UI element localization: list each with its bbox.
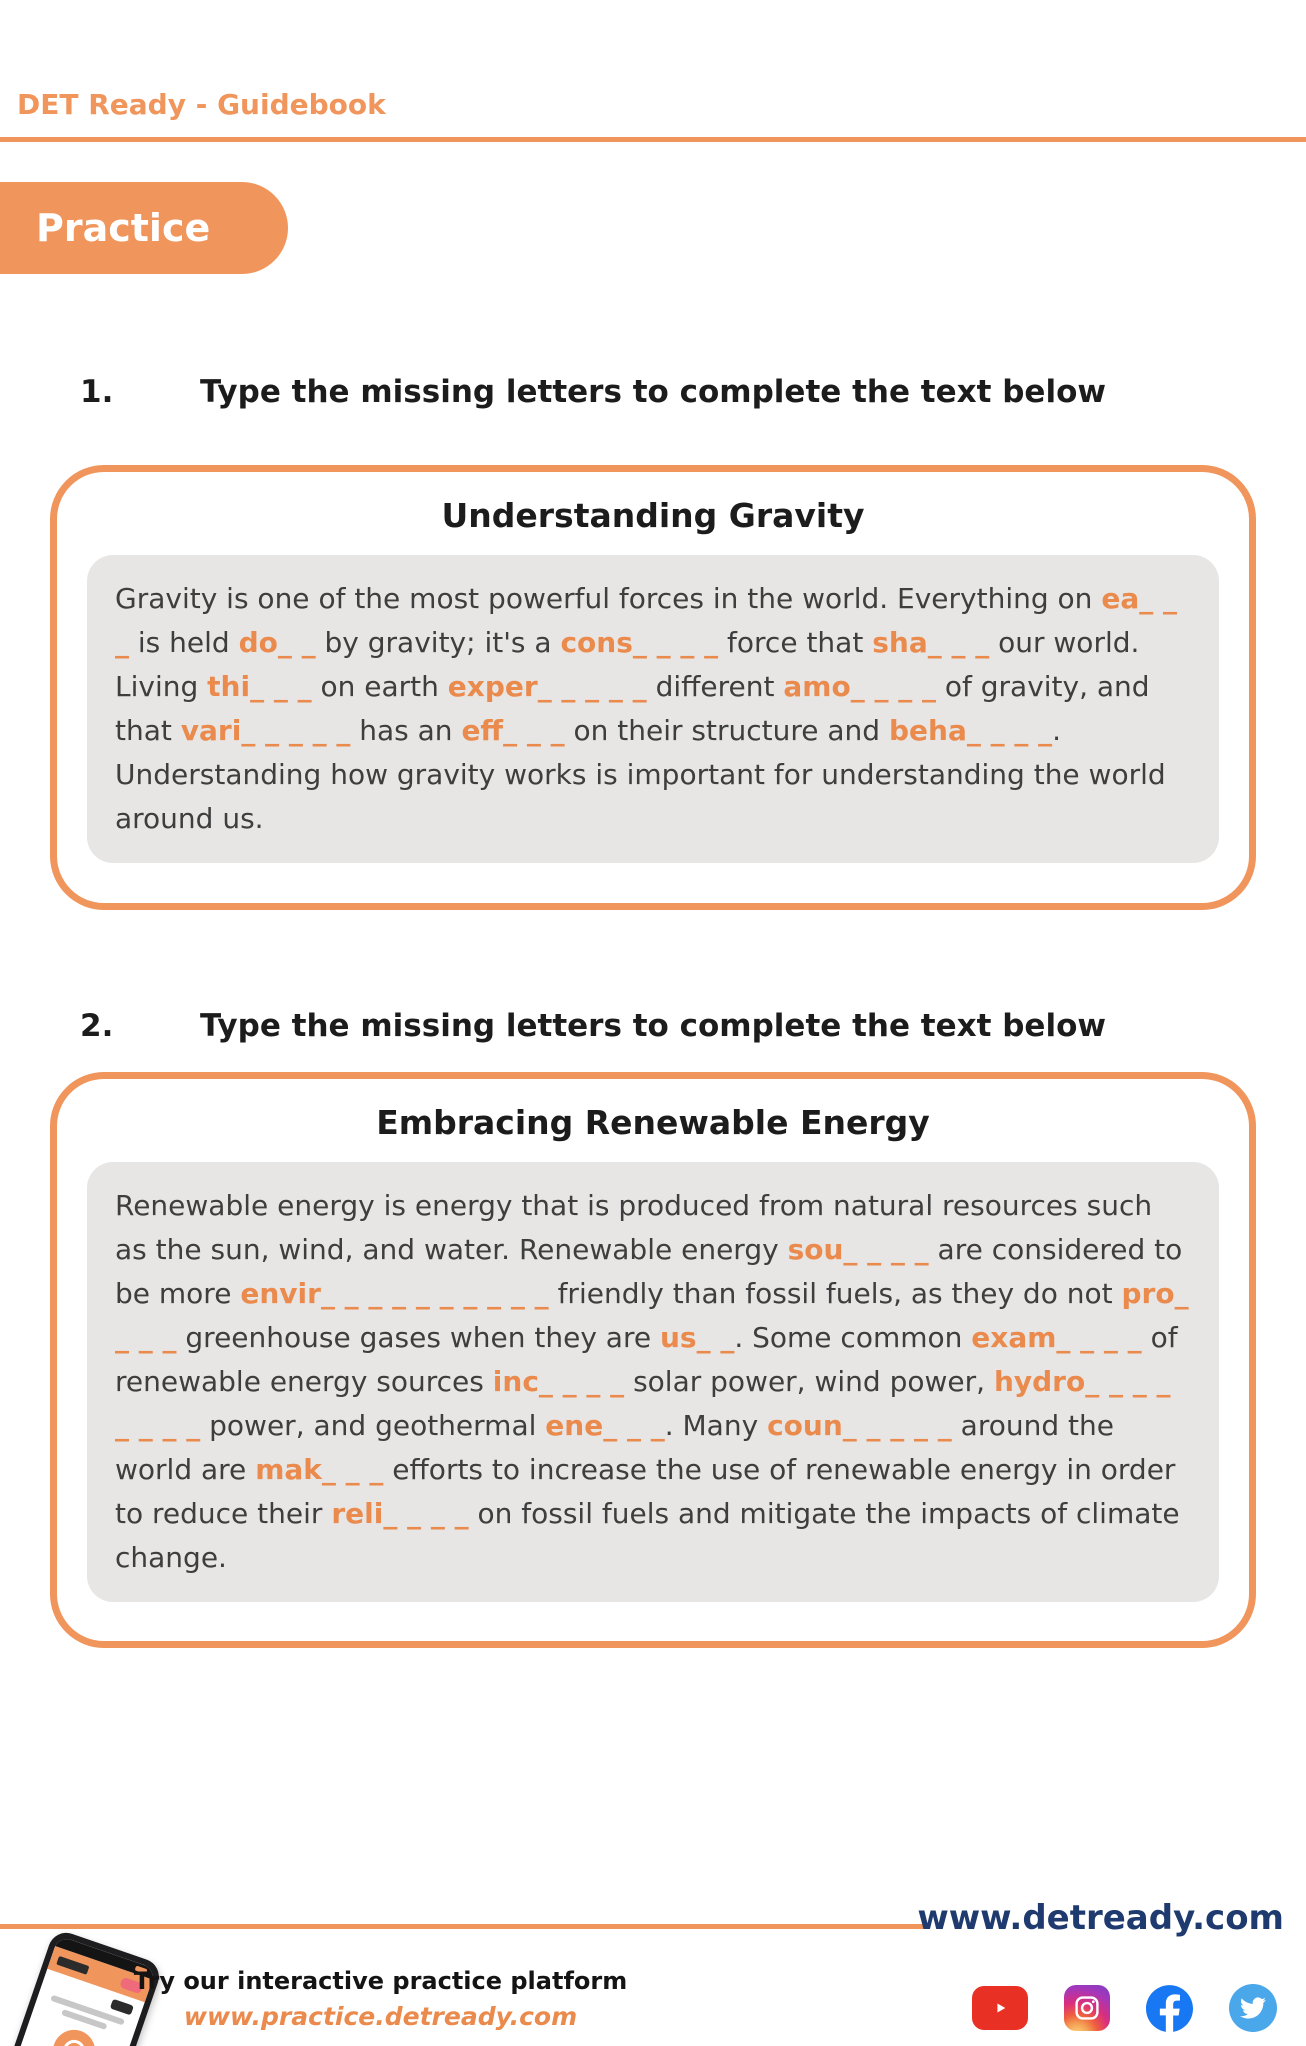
passage-text: . Some common <box>734 1321 972 1354</box>
passage-text: greenhouse gases when they are <box>176 1321 660 1354</box>
passage-blank-underscores: _ _ _ <box>603 1409 665 1442</box>
youtube-icon[interactable] <box>972 1986 1028 2030</box>
footer-cta-text: Try our interactive practice platform <box>133 1967 628 1995</box>
passage-blank-prefix: ea <box>1101 582 1140 615</box>
passage-blank-underscores: _ _ _ _ <box>383 1497 469 1530</box>
passage-text: different <box>646 670 784 703</box>
practice-badge-label: Practice <box>36 206 211 250</box>
social-icons-row <box>972 1984 1277 2032</box>
phone-record-button <box>47 2024 100 2046</box>
passage-text: around the world are <box>115 1409 1114 1486</box>
exercise-2-instruction: Type the missing letters to complete the text below <box>199 1008 1107 1044</box>
passage-blank-prefix: sou <box>787 1233 844 1266</box>
twitter-icon[interactable] <box>1229 1984 1277 2032</box>
footer-divider <box>0 1924 928 1929</box>
passage-text: on earth <box>311 670 448 703</box>
passage-text: . Many <box>664 1409 768 1442</box>
passage-text: of gravity, and that <box>115 670 1150 747</box>
passage-blank-underscores: _ _ _ _ <box>850 670 936 703</box>
passage-blank-underscores: _ _ _ <box>927 626 990 659</box>
passage-blank-prefix: inc <box>492 1365 539 1398</box>
passage-blank-prefix: eff <box>461 714 504 747</box>
phone-app-logo <box>56 1955 89 1974</box>
passage-blank-underscores: _ _ _ _ <box>1056 1321 1142 1354</box>
passage-blank-underscores: _ _ _ _ <box>538 1365 625 1398</box>
passage-blank-prefix: amo <box>783 670 851 703</box>
passage-text: on their structure and <box>564 714 889 747</box>
exercise-1-passage <box>87 555 1219 863</box>
exercise-2-card <box>50 1072 1256 1648</box>
website-link[interactable]: www.detready.com <box>917 1898 1284 1938</box>
passage-blank-prefix: reli <box>331 1497 384 1530</box>
passage-text: is held <box>129 626 239 659</box>
passage-blank-prefix: beha <box>888 714 967 747</box>
passage-blank-underscores: _ _ _ <box>250 670 312 703</box>
passage-text: Gravity is one of the most powerful forces in the world. Everything on <box>115 582 1102 615</box>
exercise-2-title: Embracing Renewable Energy <box>376 1103 930 1142</box>
passage-blank-underscores: _ _ _ <box>115 582 1177 659</box>
passage-blank-underscores: _ _ _ <box>503 714 565 747</box>
passage-blank-prefix: mak <box>255 1453 322 1486</box>
passage-text: solar power, wind power, <box>624 1365 994 1398</box>
passage-text: power, and geothermal <box>200 1409 546 1442</box>
document-title: DET Ready - Guidebook <box>17 88 386 121</box>
header-divider <box>0 137 1306 142</box>
passage-blank-underscores: _ _ _ _ <box>632 626 719 659</box>
passage-text: are considered to be more <box>115 1233 1183 1310</box>
facebook-icon[interactable] <box>1146 1985 1193 2032</box>
passage-blank-prefix: cons <box>560 626 633 659</box>
passage-blank-prefix: hydro <box>993 1365 1086 1398</box>
passage-blank-prefix: exper <box>447 670 538 703</box>
passage-blank-prefix: ene <box>545 1409 604 1442</box>
passage-blank-prefix: pro <box>1121 1277 1175 1310</box>
exercise-1-number: 1. <box>80 374 114 410</box>
exercise-2-number: 2. <box>80 1008 114 1044</box>
passage-blank-underscores: _ _ _ _ <box>115 1277 1189 1354</box>
exercise-1-title: Understanding Gravity <box>441 496 865 535</box>
passage-blank-underscores: _ _ _ _ _ _ _ _ <box>115 1365 1171 1442</box>
passage-blank-underscores: _ _ _ _ _ <box>537 670 647 703</box>
passage-blank-underscores: _ _ <box>696 1321 735 1354</box>
passage-blank-underscores: _ _ <box>277 626 316 659</box>
passage-blank-prefix: exam <box>971 1321 1057 1354</box>
passage-text: on fossil fuels and mitigate the impacts of climate change. <box>115 1497 1180 1574</box>
passage-blank-underscores: _ _ _ _ _ _ _ _ _ _ <box>320 1277 549 1310</box>
practice-badge <box>0 182 288 274</box>
passage-blank-prefix: sha <box>872 626 928 659</box>
passage-blank-prefix: do <box>238 626 278 659</box>
phone-record-ring <box>60 2037 88 2046</box>
footer-cta-block <box>108 1963 653 2035</box>
passage-text: efforts to increase the use of renewable energy in order to reduce their <box>115 1453 1176 1530</box>
exercise-2-passage <box>87 1162 1219 1602</box>
passage-blank-prefix: us <box>659 1321 697 1354</box>
passage-blank-prefix: thi <box>207 670 251 703</box>
passage-text: Renewable energy is energy that is produced from natural resources such as the sun, wind, and water. Renewable energy <box>115 1189 1153 1266</box>
passage-blank-underscores: _ _ _ _ _ <box>842 1409 952 1442</box>
passage-blank-prefix: coun <box>767 1409 843 1442</box>
passage-text: force that <box>718 626 873 659</box>
passage-text: of renewable energy sources <box>115 1321 1178 1398</box>
passage-blank-prefix: vari <box>180 714 242 747</box>
passage-blank-underscores: _ _ _ _ <box>843 1233 929 1266</box>
passage-blank-underscores: _ _ _ <box>321 1453 384 1486</box>
passage-blank-prefix: envir <box>240 1277 321 1310</box>
practice-url-link[interactable]: www.practice.detready.com <box>183 2002 578 2031</box>
exercise-1-instruction: Type the missing letters to complete the text below <box>199 374 1107 410</box>
passage-text: by gravity; it's a <box>315 626 561 659</box>
exercise-1-card <box>50 465 1256 910</box>
instagram-icon[interactable] <box>1064 1985 1110 2031</box>
passage-text: . Understanding how gravity works is important for understanding the world around us. <box>115 714 1166 835</box>
passage-blank-underscores: _ _ _ _ _ <box>241 714 351 747</box>
passage-text: our world. Living <box>115 626 1140 703</box>
passage-text: has an <box>350 714 462 747</box>
passage-text: friendly than fossil fuels, as they do not <box>548 1277 1122 1310</box>
passage-blank-underscores: _ _ _ _ <box>966 714 1053 747</box>
